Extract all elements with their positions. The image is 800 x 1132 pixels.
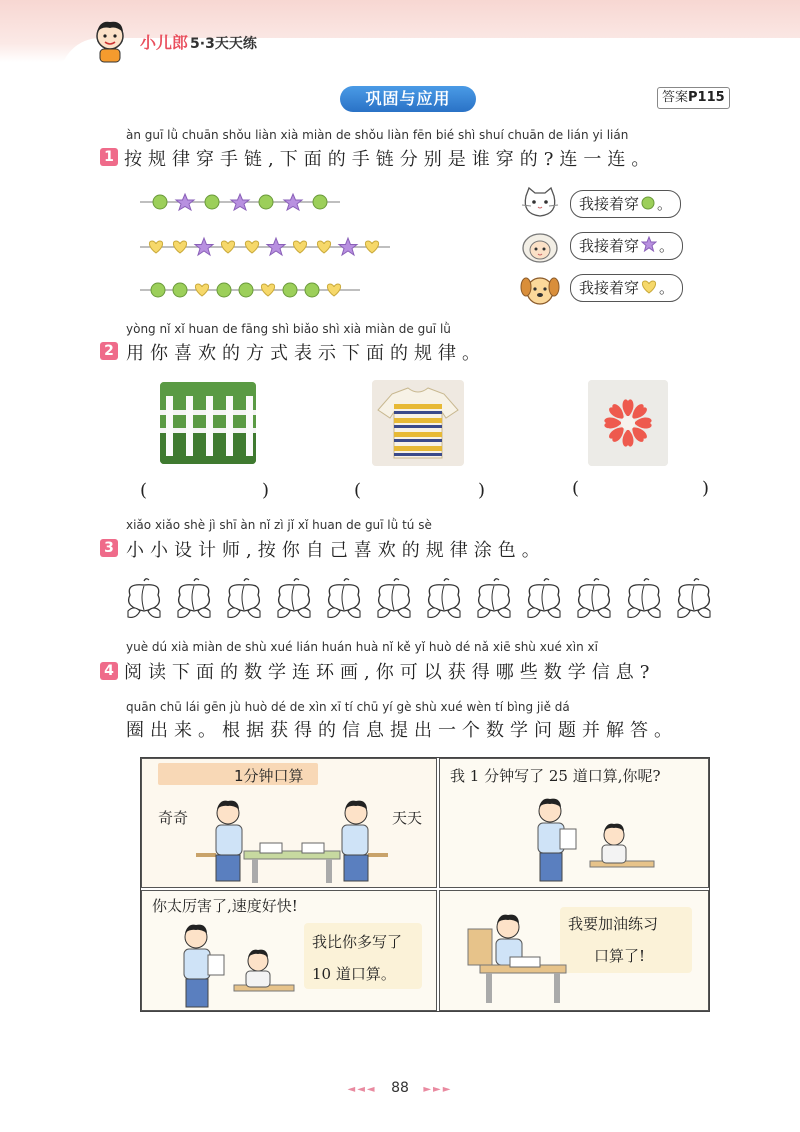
peach-icon: [478, 579, 510, 618]
peach-icon: [678, 579, 710, 618]
peach-icon: [378, 579, 410, 618]
green-circle-icon: [641, 192, 655, 218]
tshirt-photo: [372, 380, 464, 466]
purple-star-icon: [641, 234, 657, 260]
peach-icon: [128, 579, 160, 618]
peach-row: [122, 575, 712, 623]
speech-end-2: 。: [659, 237, 675, 255]
answer-label: 答案: [662, 90, 689, 105]
answer-page: P115: [688, 90, 725, 105]
answer-paren-3-close: ): [702, 478, 710, 499]
cat-icon: [520, 186, 560, 220]
q4-text-2: 圈出来。根据获得的信息提出一个数学问题并解答。: [126, 720, 678, 741]
q1-pinyin: àn guī lǜ chuān shǒu liàn xià miàn de shǒu liàn fēn bié shì shuí chuān de lián yi lián: [126, 128, 629, 142]
section-title: 巩固与应用: [340, 86, 476, 112]
bead-green-icon: [305, 283, 319, 297]
panel2-illustration: [510, 791, 660, 885]
math-comic: [140, 757, 710, 1012]
speech-bubble-1: [570, 190, 681, 218]
brand-main: 小儿郎: [140, 33, 189, 52]
bead-green-icon: [283, 283, 297, 297]
bracelet-2: [140, 235, 390, 259]
q4-pinyin-1: yuè dú xià miàn de shù xué lián huán huà nǐ kě yǐ huò dé nǎ xiē shù xué xìn xī: [126, 640, 598, 654]
bead-green-icon: [151, 283, 165, 297]
fence-photo: [160, 382, 256, 464]
bead-green-icon: [239, 283, 253, 297]
bead-star-icon: [176, 194, 194, 210]
speech-bubble-3: [570, 274, 683, 302]
footer-right-arrows: ►►►: [423, 1084, 453, 1095]
q1-text: 按规律穿手链,下面的手链分别是谁穿的?连一连。: [124, 149, 656, 170]
peach-icon: [428, 579, 460, 618]
bead-star-icon: [231, 194, 249, 210]
bead-green-icon: [173, 283, 187, 297]
panel1-title: 1分钟口算: [234, 767, 304, 785]
peach-icon: [328, 579, 360, 618]
bead-green-icon: [259, 195, 273, 209]
bead-green-icon: [205, 195, 219, 209]
peach-icon: [278, 579, 310, 618]
comic-panel-2: [439, 758, 709, 888]
bead-heart-icon: [173, 241, 186, 253]
q4-text-1: 阅读下面的数学连环画,你可以获得哪些数学信息?: [124, 662, 656, 683]
dog-icon: [520, 273, 560, 307]
comic-panel-3: [141, 890, 437, 1011]
bead-green-icon: [217, 283, 231, 297]
q4-number: 4: [100, 662, 118, 680]
panel3-bubble-line1: 我比你多写了: [312, 933, 403, 951]
comic-panel-1: [141, 758, 437, 888]
q4-pinyin-2: quān chū lái gēn jù huò dé de xìn xī tí chū yí gè shù xué wèn tí bìng jiě dá: [126, 700, 570, 714]
bead-heart-icon: [293, 241, 306, 253]
q2-pinyin: yòng nǐ xǐ huan de fāng shì biǎo shì xià miàn de guī lǜ: [126, 322, 451, 336]
bead-green-icon: [153, 195, 167, 209]
page-footer: [0, 1080, 800, 1096]
q2-number: 2: [100, 342, 118, 360]
bead-heart-icon: [365, 241, 378, 253]
panel3-illustration: [172, 919, 302, 1009]
panel1-name-left: 奇奇: [158, 809, 189, 827]
panel1-illustration: [192, 791, 392, 885]
hearts-pattern-photo: [588, 380, 668, 466]
q2-text: 用你喜欢的方式表示下面的规律。: [126, 343, 486, 364]
bead-heart-icon: [245, 241, 258, 253]
speech-end-3: 。: [659, 279, 675, 297]
peach-icon: [628, 579, 660, 618]
speech-text-3: 我接着穿: [579, 279, 640, 297]
mascot-boy-icon: [90, 18, 130, 64]
q1-number: 1: [100, 148, 118, 166]
q3-pinyin: xiǎo xiǎo shè jì shī àn nǐ zì jǐ xǐ huan de guī lǜ tú sè: [126, 518, 432, 532]
answer-paren-2-open: (: [354, 480, 362, 501]
panel4-bubble-line1: 我要加油练习: [568, 915, 659, 933]
speech-end-1: 。: [657, 195, 673, 213]
bead-star-icon: [195, 238, 213, 255]
bead-green-icon: [313, 195, 327, 209]
brand-title: [140, 30, 257, 53]
bracelet-1: [140, 190, 340, 214]
bead-heart-icon: [261, 284, 274, 296]
answer-reference: [657, 87, 730, 109]
panel2-text: 我 1 分钟写了 25 道口算,你呢?: [450, 767, 661, 785]
answer-paren-3-open: (: [572, 478, 580, 499]
bracelet-3: [140, 278, 360, 302]
bead-heart-icon: [195, 284, 208, 296]
bead-star-icon: [284, 194, 302, 210]
panel4-illustration: [460, 907, 570, 1007]
panel3-text: 你太厉害了,速度好快!: [152, 897, 298, 915]
peach-icon: [578, 579, 610, 618]
answer-paren-1-open: (: [140, 480, 148, 501]
speech-text-1: 我接着穿: [579, 195, 640, 213]
sheep-icon: [520, 230, 560, 264]
peach-icon: [228, 579, 260, 618]
bead-heart-icon: [327, 284, 340, 296]
speech-bubble-2: [570, 232, 683, 260]
panel1-name-right: 天天: [392, 809, 423, 827]
answer-paren-2-close: ): [478, 480, 486, 501]
speech-text-2: 我接着穿: [579, 237, 640, 255]
bead-star-icon: [339, 238, 357, 255]
footer-left-arrows: ◄◄◄: [347, 1084, 377, 1095]
brand-sub: 5·3天天练: [190, 36, 257, 52]
panel4-bubble-line2: 口算了!: [594, 947, 646, 965]
comic-panel-4: [439, 890, 709, 1011]
bead-heart-icon: [221, 241, 234, 253]
bead-star-icon: [267, 238, 285, 255]
peach-icon: [528, 579, 560, 618]
bead-heart-icon: [317, 241, 330, 253]
answer-paren-1-close: ): [262, 480, 270, 501]
panel3-bubble-line2: 10 道口算。: [312, 965, 396, 983]
peach-icon: [178, 579, 210, 618]
q3-text: 小小设计师,按你自己喜欢的规律涂色。: [126, 540, 546, 561]
bead-heart-icon: [149, 241, 162, 253]
page-number: 88: [391, 1080, 409, 1096]
q3-number: 3: [100, 539, 118, 557]
yellow-heart-icon: [641, 276, 657, 302]
